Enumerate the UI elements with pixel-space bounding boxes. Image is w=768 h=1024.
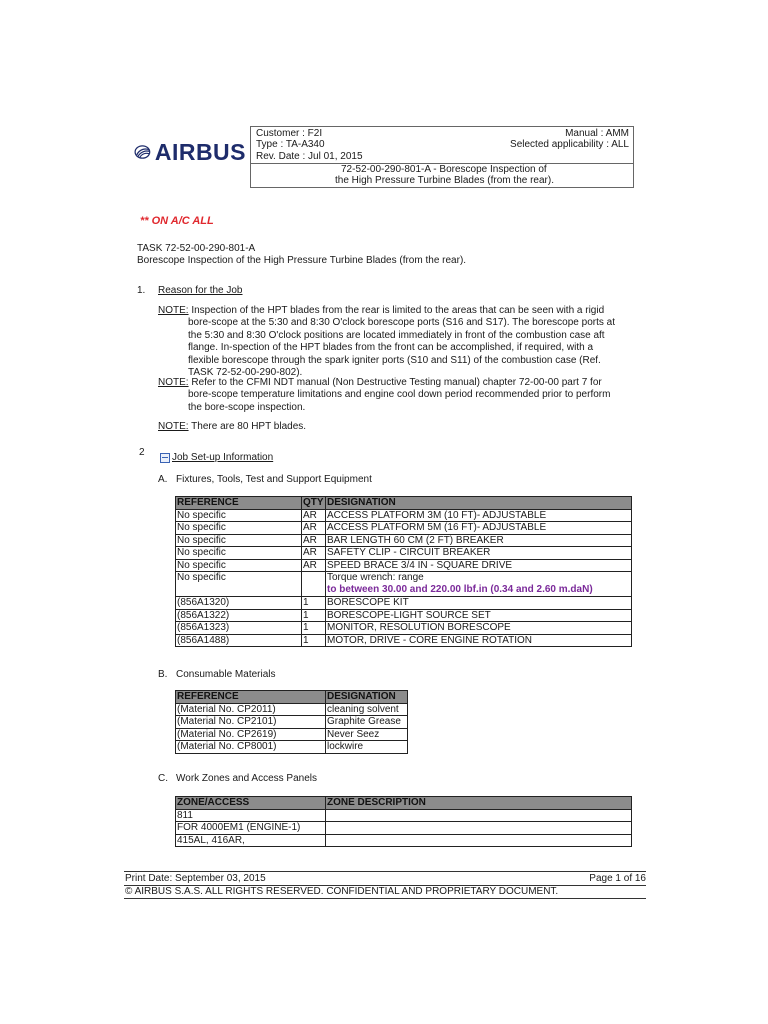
qty-cell: 1	[302, 609, 326, 622]
column-header: REFERENCE	[176, 691, 326, 704]
subsection-c-label: C.	[158, 773, 168, 784]
torque-range-label: Torque wrench: range	[327, 572, 424, 583]
table-row	[176, 716, 408, 729]
subsection-a-label: A.	[158, 474, 168, 485]
reference-cell: (856A1322)	[176, 609, 302, 622]
designation-cell: BAR LENGTH 60 CM (2 FT) BREAKER	[326, 534, 632, 547]
column-header: QTY	[303, 497, 324, 508]
task-header-line2: the High Pressure Turbine Blades (from the rear).	[335, 175, 554, 186]
reference-cell: (856A1323)	[176, 622, 302, 635]
qty-cell	[302, 572, 326, 597]
column-header: REFERENCE	[176, 497, 302, 510]
page-number: Page 1 of 16	[589, 873, 646, 884]
note-text: Inspection of the HPT blades from the rear is limited to the areas that can be seen with a rigid bore-scope at the 5:30 and 8:30 O'clock borescope ports (S16 and S17). The borescope ports at the 5:30 and 8:30 O'clock positions are located immediately in front of the combustion case aft flange. In-spection of the HPT blades from the front can be accomplished, if required, with a flexible borescope through the spark igniter ports (S10 and S11) of the combustion case (Ref. TASK 72-52-00-290-802).	[188, 305, 615, 379]
zone-cell: 415AL, 416AR,	[176, 834, 326, 847]
reference-cell: (856A1320)	[176, 597, 302, 610]
qty-cell: AR	[302, 547, 326, 560]
section-1-title: Reason for the Job	[158, 285, 243, 296]
note-label: NOTE:	[158, 421, 189, 432]
consumables-table	[175, 690, 408, 754]
note-1	[158, 305, 623, 379]
reference-cell: (Material No. CP2011)	[176, 703, 326, 716]
table-row	[176, 597, 632, 610]
zone-description-cell	[326, 822, 632, 835]
designation-cell: MOTOR, DRIVE - CORE ENGINE ROTATION	[326, 634, 632, 647]
designation-cell: ACCESS PLATFORM 3M (10 FT)- ADJUSTABLE	[326, 509, 632, 522]
reference-cell: (856A1488)	[176, 634, 302, 647]
designation-cell: MONITOR, RESOLUTION BORESCOPE	[326, 622, 632, 635]
table-row	[176, 522, 632, 535]
logo-wordmark: AIRBUS	[154, 138, 246, 165]
column-header: ZONE/ACCESS	[176, 797, 326, 810]
equipment-table	[175, 496, 632, 647]
note-2	[158, 377, 623, 414]
table-row	[176, 547, 632, 560]
qty-cell: AR	[302, 509, 326, 522]
type-label: Type : TA-A340	[256, 139, 325, 150]
table-row	[176, 728, 408, 741]
table-row	[176, 822, 632, 835]
zone-description-cell	[326, 834, 632, 847]
subsection-c-title: Work Zones and Access Panels	[176, 773, 317, 784]
note-text: Refer to the CFMI NDT manual (Non Destructive Testing manual) chapter 72-00-00 part 7 for bore-scope temperature limitations and engine cool down period recommended prior to perform the bore-scope inspection.	[188, 377, 611, 413]
reference-cell: (Material No. CP2619)	[176, 728, 326, 741]
note-text: There are 80 HPT blades.	[191, 421, 307, 432]
header-info-box	[250, 126, 634, 188]
note-label: NOTE:	[158, 305, 189, 316]
manual-label: Manual : AMM	[565, 128, 629, 139]
table-header-row	[176, 797, 632, 810]
zone-cell: 811	[176, 809, 326, 822]
reference-cell: No specific	[176, 522, 302, 535]
rev-date-label: Rev. Date : Jul 01, 2015	[256, 151, 363, 162]
table-row	[176, 609, 632, 622]
subsection-b-label: B.	[158, 669, 168, 680]
column-header: DESIGNATION	[326, 497, 632, 510]
table-row	[176, 559, 632, 572]
designation-cell: BORESCOPE-LIGHT SOURCE SET	[326, 609, 632, 622]
section-1-number: 1.	[137, 285, 146, 296]
designation-cell: lockwire	[326, 741, 408, 754]
designation-cell	[326, 572, 632, 597]
table-row	[176, 634, 632, 647]
table-row	[176, 534, 632, 547]
section-2-header	[160, 452, 273, 463]
table-row	[176, 809, 632, 822]
airbus-logo	[134, 134, 246, 170]
column-header: DESIGNATION	[326, 691, 408, 704]
section-2-title: Job Set-up Information	[172, 452, 274, 463]
section-2-number: 2	[139, 447, 145, 458]
airbus-emblem-icon	[134, 139, 151, 165]
task-title: Borescope Inspection of the High Pressure Turbine Blades (from the rear).	[137, 255, 467, 266]
reference-cell: No specific	[176, 509, 302, 522]
column-header: ZONE DESCRIPTION	[326, 797, 632, 810]
reference-cell: No specific	[176, 547, 302, 560]
applicability-label: Selected applicability : ALL	[510, 139, 629, 150]
torque-range-value: to between 30.00 and 220.00 lbf.in (0.34 and 2.60 m.daN)	[327, 584, 593, 595]
table-header-row	[176, 497, 632, 510]
qty-cell: AR	[302, 534, 326, 547]
designation-cell: BORESCOPE KIT	[326, 597, 632, 610]
footer-divider	[124, 898, 646, 899]
applicability-flag: ** ON A/C ALL	[140, 215, 214, 227]
table-row	[176, 509, 632, 522]
reference-cell: No specific	[176, 559, 302, 572]
reference-cell: No specific	[176, 534, 302, 547]
table-row-torque	[176, 572, 632, 597]
footer-divider	[124, 871, 646, 872]
reference-cell: (Material No. CP2101)	[176, 716, 326, 729]
copyright: © AIRBUS S.A.S. ALL RIGHTS RESERVED. CONFIDENTIAL AND PROPRIETARY DOCUMENT.	[125, 886, 559, 897]
table-header-row	[176, 691, 408, 704]
qty-cell: 1	[302, 597, 326, 610]
designation-cell: SPEED BRACE 3/4 IN - SQUARE DRIVE	[326, 559, 632, 572]
designation-cell: Never Seez	[326, 728, 408, 741]
customer-label: Customer : F2I	[256, 128, 323, 139]
table-row	[176, 741, 408, 754]
qty-cell: AR	[302, 522, 326, 535]
subsection-a-title: Fixtures, Tools, Test and Support Equipment	[176, 474, 372, 485]
zone-cell: FOR 4000EM1 (ENGINE-1)	[176, 822, 326, 835]
zone-description-cell	[326, 809, 632, 822]
designation-cell: Graphite Grease	[326, 716, 408, 729]
note-label: NOTE:	[158, 377, 189, 388]
reference-cell: No specific	[176, 572, 302, 597]
table-row	[176, 622, 632, 635]
designation-cell: ACCESS PLATFORM 5M (16 FT)- ADJUSTABLE	[326, 522, 632, 535]
print-date: Print Date: September 03, 2015	[125, 873, 266, 884]
subsection-b-title: Consumable Materials	[176, 669, 276, 680]
designation-cell: SAFETY CLIP - CIRCUIT BREAKER	[326, 547, 632, 560]
reference-cell: (Material No. CP8001)	[176, 741, 326, 754]
table-row	[176, 834, 632, 847]
qty-cell: AR	[302, 559, 326, 572]
note-3	[158, 421, 623, 433]
task-header-line1: 72-52-00-290-801-A - Borescope Inspection of	[341, 164, 547, 175]
qty-cell: 1	[302, 622, 326, 635]
table-row	[176, 703, 408, 716]
collapse-icon[interactable]	[160, 453, 170, 463]
task-id: TASK 72-52-00-290-801-A	[137, 243, 256, 254]
qty-cell: 1	[302, 634, 326, 647]
designation-cell: cleaning solvent	[326, 703, 408, 716]
zones-table	[175, 796, 632, 847]
